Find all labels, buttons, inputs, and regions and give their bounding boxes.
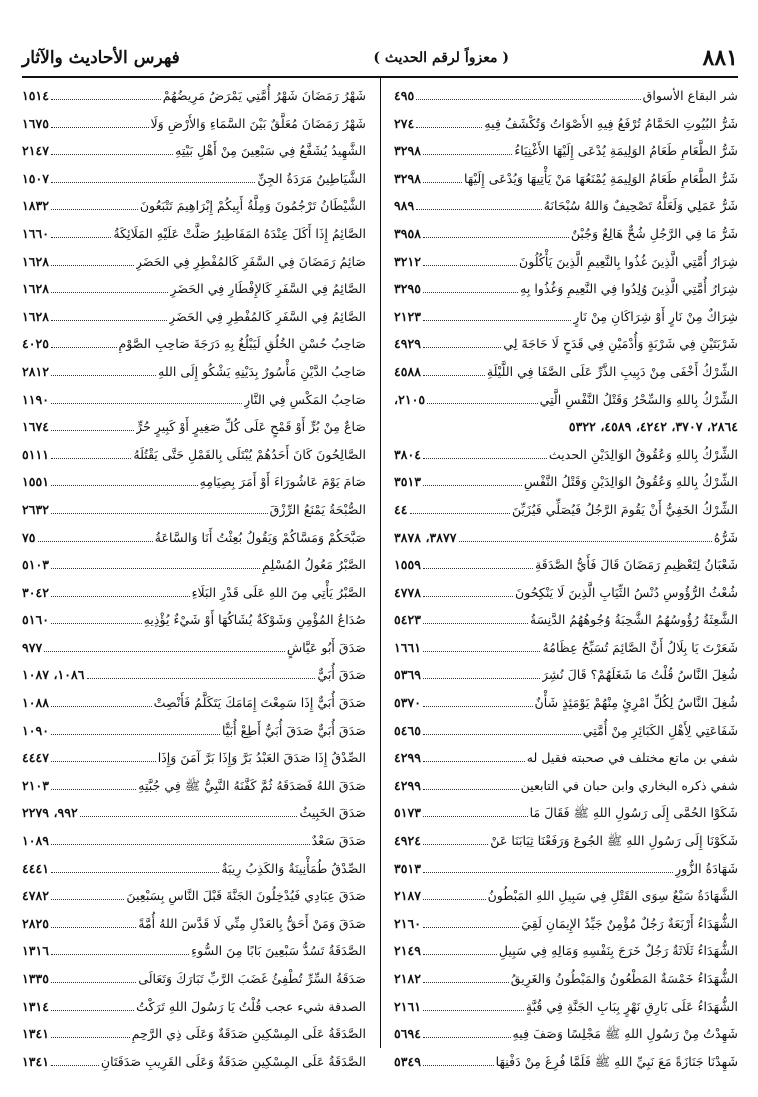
- index-entry: [394, 358, 738, 386]
- dot-leader: [51, 303, 167, 321]
- entry-text: صَاحِبُ المَكْسِ فِي النَّارِ: [244, 391, 366, 407]
- entry-text: صَبَّحَكُمْ وَمَسَّاكُمْ وَيَقُولُ بُعِثْتُ أَنَا وَالسَّاعَةُ: [154, 529, 366, 545]
- entry-hadith-number: ٥٣٦٩: [394, 667, 422, 683]
- dot-leader: [51, 606, 142, 624]
- entry-text: شُعْثُ الرُّؤُوسِ دُنْسُ الثِّيَابِ الَّذِينَ لَا يَنْكِحُونَ: [515, 584, 738, 600]
- entry-hadith-number: ١٣٤١: [22, 1053, 50, 1069]
- index-entry: [394, 110, 738, 138]
- entry-hadith-number: ٧٥: [22, 529, 36, 545]
- entry-hadith-number: ٥٣٤٩: [394, 1053, 422, 1069]
- index-entry: [394, 413, 738, 441]
- entry-text: الصَّبْرُ مَعُولُ المُسْلِمِ: [262, 557, 366, 573]
- dot-leader: [51, 910, 136, 928]
- entry-text: الشَّهَادَةُ سَبْعٌ سِوَى القَتْلِ فِي سَبِيلِ اللهِ المَبْطُونُ: [487, 888, 738, 904]
- dot-leader: [423, 661, 540, 679]
- entry-text: الصُّبْحَةُ يَمْنَعُ الرِّزْقَ: [269, 501, 366, 517]
- entry-text: صُدَاعُ المُؤْمِنِ وَشَوْكَةٌ يُشَاكُهَا أَوْ شَيْءٌ يُؤْذِيهِ: [143, 612, 366, 628]
- index-entry: [22, 937, 366, 965]
- entry-text: شَرْبَتَيْنِ فِي شَرْبَةٍ وَأُدْمَيْنِ فِي قَدَحٍ لَا حَاجَةَ لِي: [503, 336, 738, 352]
- entry-text: صَدَقَ سَعْدٌ: [311, 833, 366, 849]
- entry-hadith-number: ١٦٢٨: [22, 253, 50, 269]
- entry-hadith-number: ١٦٧٤: [22, 419, 50, 435]
- entry-text: الشُّهَدَاءُ أَرْبَعَةٌ رَجُلٌ مُؤْمِنٌ جَيِّدُ الإِيمَانِ لَقِيَ: [521, 915, 738, 931]
- entry-hadith-number: ٣٠٤٢: [22, 584, 50, 600]
- entry-text: الشِّرْكُ بِاللهِ وَعُقُوقُ الوَالِدَيْنِ وَقَتْلُ النَّفْسِ: [523, 474, 738, 490]
- entry-hadith-number: ٣٢١٢: [394, 253, 422, 269]
- dot-leader: [423, 137, 512, 155]
- index-entry: [22, 192, 366, 220]
- index-entry: [394, 137, 738, 165]
- entry-hadith-number: ٢٦٣٢: [22, 501, 50, 517]
- entry-text: الصَّائِمُ فِي السَّفَرِ كَالمُفْطِرِ فِي الحَضَرِ: [169, 308, 366, 324]
- entry-hadith-number: ٤٤٤١: [22, 860, 50, 876]
- entry-text: صَدَقَ أُبَيٌّ صَدَقَ أُبَيٌّ أَطِعْ أُبَيًّا: [221, 722, 366, 738]
- index-entry: [22, 358, 366, 386]
- index-entry: [22, 137, 366, 165]
- dot-leader: [51, 965, 136, 983]
- dot-leader: [51, 827, 310, 845]
- dot-leader: [423, 165, 462, 183]
- entry-text: شَكَوْنَا إِلَى رَسُولِ اللهِ ﷺ الجُوعَ وَرَفَعْنَا ثِيَابَنَا عَنْ: [490, 833, 738, 849]
- header-title: فهرس الأحاديث والآثار: [22, 48, 180, 68]
- dot-leader: [51, 192, 138, 210]
- dot-leader: [51, 248, 134, 266]
- entry-text: شَهِدْنَا جَنَازَةً مَعَ نَبِيِّ اللهِ ﷺ فَلَمَّا فُرِغَ مِنْ دَفْنِهَا: [495, 1053, 738, 1069]
- index-entry: [22, 634, 366, 662]
- dot-leader: [51, 413, 134, 431]
- entry-text: الشَّيْطَانُ تَرْجُمُونَ وَمِلَّةُ أَبِيكُمْ إِبْرَاهِيمَ تَتْبَعُونَ: [139, 198, 366, 214]
- entry-hadith-number: ٤٧٨٢: [22, 888, 50, 904]
- entry-hadith-number: ٩٨٩: [394, 198, 415, 214]
- entry-hadith-number: ٣٨٠٤: [394, 446, 422, 462]
- entry-text: شَكَوْا الحُمَّى إِلَى رَسُولِ اللهِ ﷺ فَقَالَ مَا: [529, 805, 738, 821]
- index-entry: [22, 772, 366, 800]
- index-entry: [22, 275, 366, 303]
- entry-hadith-number: ٢٨٦٤، ٣٧٠٧، ٤٢٤٢، ٤٥٨٩، ٥٣٢٢: [568, 419, 738, 435]
- entry-hadith-number: ٤٩٢٩: [394, 336, 422, 352]
- index-entry: [394, 275, 738, 303]
- index-entry: [394, 1048, 738, 1076]
- dot-leader: [423, 855, 673, 873]
- entry-hadith-number: ١٥٥١: [22, 474, 50, 490]
- dot-leader: [38, 524, 153, 542]
- entry-hadith-number: ١٣١٤: [22, 998, 50, 1014]
- index-entry: [394, 468, 738, 496]
- index-entry: [394, 330, 738, 358]
- dot-leader: [423, 634, 540, 652]
- entry-hadith-number: ٢١٨٢: [394, 971, 422, 986]
- entry-text: الصَّائِمُ فِي السَّفَرِ كَالإِفْطَارِ فِي الحَضَرِ: [170, 281, 366, 297]
- dot-leader: [416, 110, 482, 128]
- entry-hadith-number: ٣٥١٣: [394, 860, 422, 876]
- entry-text: شَرُّ عَمَلِي وَلَعَلَّهُ تَصْحِيفٌ وَاللهُ سُبْحَانَهُ: [543, 198, 738, 214]
- entry-hadith-number: ٣٢٩٥: [394, 281, 422, 297]
- entry-hadith-number: ٤٠٢٥: [22, 336, 50, 352]
- index-entry: [394, 192, 738, 220]
- index-entry: [394, 634, 738, 662]
- dot-leader: [416, 82, 640, 100]
- index-entry: [22, 910, 366, 938]
- dot-leader: [423, 744, 525, 762]
- entry-hadith-number: ٢١٠٣: [22, 777, 50, 793]
- index-entry: [394, 606, 738, 634]
- entry-text: شفي ذكره البخاري وابن حبان في التابعين: [520, 777, 738, 793]
- index-entry: [22, 441, 366, 469]
- entry-text: شِرَارُ أُمَّتِي الَّذِينَ وُلِدُوا فِي النَّعِيمِ وَغُذُوا بِهِ: [520, 281, 738, 297]
- dot-leader: [51, 110, 148, 128]
- index-entry: [394, 937, 738, 965]
- dot-leader: [423, 799, 528, 817]
- entry-text: الشُّهَدَاءُ خَمْسَةٌ المَطْعُونُ وَالمَبْطُونُ وَالغَرِيقُ: [510, 971, 738, 986]
- dot-leader: [51, 220, 111, 238]
- index-entry: [22, 993, 366, 1021]
- index-entry: [394, 441, 738, 469]
- entry-hadith-number: ١٦٦٠: [22, 225, 50, 241]
- entry-hadith-number: ١٥٥٩: [394, 557, 422, 573]
- entry-text: شَرُّ الطَّعَامِ طَعَامُ الوَلِيمَةِ يُدْعَى إِلَيْهَا الأَغْنِيَاءُ: [514, 143, 738, 159]
- dot-leader: [423, 993, 524, 1011]
- entry-text: شُغِلَ النَّاسُ لِكُلِّ امْرِئٍ مِنْهُمْ يَوْمَئِذٍ شَأْنٌ: [534, 695, 738, 711]
- entry-hadith-number: ١٣١٦: [22, 943, 50, 959]
- entry-text: صَاعٌ مِنْ بُرٍّ أَوْ قَمْحٍ عَلَى كُلِّ صَغِيرٍ أَوْ كَبِيرٍ حُرٍّ: [136, 419, 366, 435]
- index-entry: [22, 882, 366, 910]
- index-entry: [394, 551, 738, 579]
- entry-hadith-number: ٤٤٤٧: [22, 750, 50, 766]
- entry-text: الصِّدْقُ طُمَأْنِينَةٌ وَالكَذِبُ رِيبَةٌ: [221, 860, 366, 876]
- dot-leader: [423, 606, 528, 624]
- index-entry: [22, 165, 366, 193]
- entry-hadith-number: ٢١٨٧: [394, 888, 422, 904]
- entry-hadith-number: ٥١٧٣: [394, 805, 422, 821]
- entry-hadith-number: ٢٨١٢: [22, 363, 50, 379]
- dot-leader: [423, 827, 488, 845]
- dot-leader: [80, 799, 298, 817]
- index-entry: [22, 661, 366, 689]
- dot-leader: [459, 524, 712, 542]
- entry-text: شَرُّ مَا فِي الرَّجُلِ شُحٌّ هَالِعٌ وَجُبْنٌ: [570, 225, 738, 241]
- index-entry: [22, 524, 366, 552]
- index-entry: [394, 772, 738, 800]
- entry-hadith-number: ١٣٣٥: [22, 971, 50, 986]
- dot-leader: [423, 965, 509, 983]
- entry-text: شِرَاكٌ مِنْ نَارٍ أَوْ شِرَاكَانِ مِنْ نَارٍ: [573, 308, 738, 324]
- entry-hadith-number: ٥١١١: [22, 446, 50, 462]
- index-entry: [22, 496, 366, 524]
- index-entry: [394, 165, 738, 193]
- dot-leader: [51, 1048, 99, 1066]
- entry-text: الشِّرْكُ بِاللهِ وَعُقُوقُ الوَالِدَيْنِ الحديث: [548, 446, 738, 462]
- entry-hadith-number: ٤٩٢٤: [394, 833, 422, 849]
- dot-leader: [423, 937, 497, 955]
- dot-leader: [423, 772, 519, 790]
- dot-leader: [423, 441, 547, 459]
- entry-hadith-number: ٤٢٩٩: [394, 750, 422, 766]
- index-entry: [394, 965, 738, 993]
- page-header: [22, 40, 738, 78]
- entry-hadith-number: ٢١٤٧: [22, 143, 50, 159]
- dot-leader: [51, 137, 173, 155]
- entry-hadith-number: ٤٩٥: [394, 88, 415, 103]
- entry-hadith-number: ١٦٢٨: [22, 281, 50, 297]
- index-entry: [394, 496, 738, 524]
- entry-text: شُغِلَ النَّاسُ قُلْتُ مَا شَغَلَهُمْ؟ قَالَ نُشِرَ: [541, 667, 738, 683]
- dot-leader: [51, 358, 156, 376]
- index-entry: [394, 993, 738, 1021]
- entry-text: شَهَادَةُ الزُّورِ: [675, 860, 738, 876]
- entry-hadith-number: ١٦٧٥: [22, 115, 50, 131]
- entry-hadith-number: ١٦٦١: [394, 639, 422, 655]
- column-divider: [380, 78, 381, 1048]
- dot-leader: [51, 855, 219, 873]
- dot-leader: [44, 634, 285, 652]
- index-entry: [394, 744, 738, 772]
- dot-leader: [423, 551, 533, 569]
- index-entry: [22, 606, 366, 634]
- entry-text: صَدَقَ عِبَادِي فَيُدْخِلُونَ الجَنَّةَ قَبْلَ النَّاسِ بِسَبْعِينَ: [126, 888, 366, 904]
- entry-text: الشُّهَدَاءُ عَلَى بَارِقِ نَهْرٍ بِبَابِ الجَنَّةِ فِي قُبَّةٍ: [525, 998, 738, 1014]
- index-page: [22, 40, 738, 1069]
- dot-leader: [51, 551, 260, 569]
- index-entry: [22, 110, 366, 138]
- dot-leader: [423, 303, 571, 321]
- index-entry: [394, 661, 738, 689]
- index-entry: [22, 579, 366, 607]
- index-entry: [22, 965, 366, 993]
- index-entry: [394, 386, 738, 414]
- index-entry: [394, 689, 738, 717]
- dot-leader: [423, 468, 522, 486]
- entry-hadith-number: ٥٤٦٥: [394, 722, 422, 738]
- index-entry: [22, 744, 366, 772]
- entry-text: صَدَقَ الخَبِيثُ: [299, 805, 366, 821]
- entry-hadith-number: ٥٤٢٣: [394, 612, 422, 628]
- entry-text: صَدَقَ أُبَيٌّ إِذَا سَمِعْتَ إِمَامَكَ يَتَكَلَّمُ فَأَنْصِتْ: [153, 695, 366, 711]
- dot-leader: [423, 220, 569, 238]
- entry-text: الشِّرْكُ الخَفِيُّ أَنْ يَقُومَ الرَّجُلُ فَيُصَلِّي فَيُزَيِّنَ: [511, 501, 738, 517]
- entry-text: صَائِمُ رَمَضَانَ فِي السَّفَرِ كَالمُفْطِرِ فِي الحَضَرِ: [135, 253, 366, 269]
- entry-text: الشِّرْكُ بِاللهِ وَالسِّحْرُ وَقَتْلُ النَّفْسِ الَّتِي: [539, 391, 738, 407]
- dot-leader: [423, 330, 501, 348]
- entry-hadith-number: ٢١٦١: [394, 998, 422, 1014]
- index-entry: [22, 717, 366, 745]
- index-entry: [22, 1020, 366, 1048]
- entry-text: شَهْرُ رَمَضَانَ شَهْرُ أُمَّتِي يَمْرَضُ مَرِيضُهُمْ: [162, 88, 366, 103]
- index-entry: [394, 855, 738, 883]
- dot-leader: [51, 165, 255, 183]
- entry-text: صَامَ يَوْمَ عَاشُورَاءَ أَوْ أَمَرَ بِصِيَامِهِ: [199, 474, 366, 490]
- index-entry: [22, 799, 366, 827]
- index-entry: [394, 717, 738, 745]
- entry-text: الصَّالِحُونَ كَانَ أَحَدُهُمْ يُبْتَلَى بِالقَمْلِ حَتَّى يَقْتُلَهُ: [133, 446, 366, 462]
- index-entry: [394, 799, 738, 827]
- dot-leader: [51, 330, 116, 348]
- entry-text: الصَّبْرُ يَأْتِي مِنَ اللهِ عَلَى قَدْرِ البَلَاءِ: [191, 584, 366, 600]
- entry-hadith-number: ٢٨٢٥: [22, 915, 50, 931]
- dot-leader: [423, 717, 581, 735]
- entry-text: شِرَارُ أُمَّتِي الَّذِينَ غُذُوا بِالنَّعِيمِ الَّذِينَ يَأْكُلُونَ: [519, 253, 738, 269]
- dot-leader: [51, 937, 189, 955]
- index-entry: [394, 220, 738, 248]
- index-entry: [22, 689, 366, 717]
- entry-text: الصدقة شيء عجب قُلْتُ يَا رَسُولَ اللهِ تَرَكْتُ: [136, 998, 366, 1014]
- dot-leader: [423, 1020, 510, 1038]
- entry-hadith-number: ٣٢٩٨: [394, 143, 422, 159]
- index-entry: [22, 303, 366, 331]
- index-entry: [22, 413, 366, 441]
- entry-hadith-number: ١٣٤١: [22, 1026, 50, 1042]
- index-entry: [22, 248, 366, 276]
- entry-hadith-number: ٣٢٩٨: [394, 170, 422, 186]
- entry-text: الصَّدَقَةُ عَلَى المِسْكِينِ صَدَقَةٌ وَعَلَى القَرِيبِ صَدَقَتَانِ: [100, 1053, 366, 1069]
- index-entry: [22, 1048, 366, 1076]
- dot-leader: [410, 496, 510, 514]
- entry-text: الشَّيَاطِينُ مَرَدَةُ الجِنِّ: [257, 170, 366, 186]
- dot-leader: [51, 441, 131, 459]
- dot-leader: [423, 275, 518, 293]
- entry-hadith-number: ١١٩٠: [22, 391, 50, 407]
- page-number: ٨٨١: [702, 45, 738, 71]
- entry-hadith-number: ٢١٢٣: [394, 308, 422, 324]
- entry-hadith-number: ١٠٩٠: [22, 722, 50, 738]
- index-entry: [394, 910, 738, 938]
- entry-hadith-number: ١٥١٤: [22, 88, 50, 103]
- index-entry: [22, 827, 366, 855]
- dot-leader: [427, 386, 537, 404]
- dot-leader: [51, 275, 168, 293]
- index-entry: [394, 82, 738, 110]
- entry-text: شفي بن ماتع مختلف في صحبته فقيل له: [526, 750, 738, 766]
- dot-leader: [423, 358, 485, 376]
- dot-leader: [51, 386, 242, 404]
- index-entry: [394, 524, 738, 552]
- entry-text: شَعَرْتَ يَا بِلَالُ أَنَّ الصَّائِمَ تُسَبِّحُ عِظَامُهُ: [542, 639, 738, 655]
- dot-leader: [423, 882, 486, 900]
- index-entry: [394, 827, 738, 855]
- left-column: [22, 82, 366, 1075]
- entry-hadith-number: ٤٥٨٨: [394, 363, 422, 379]
- entry-hadith-number: ١٥٠٧: [22, 170, 50, 186]
- entry-text: صَدَقَ أُبَيٌّ: [317, 667, 366, 683]
- index-entry: [22, 220, 366, 248]
- entry-hadith-number: ١٠٨٨: [22, 695, 50, 711]
- entry-text: صَدَقَ اللهُ فَصَدَقَهُ ثُمَّ كَفَّنَهُ النَّبِيُّ ﷺ فِي جُبَّتِهِ: [138, 777, 366, 793]
- dot-leader: [51, 579, 190, 597]
- entry-text: شَعْبَانُ لِتَعْظِيمِ رَمَضَانَ قَالَ فَأَيُّ الصَّدَقَةِ: [535, 557, 738, 573]
- entry-hadith-number: ٩٧٧: [22, 639, 43, 655]
- index-entry: [22, 468, 366, 496]
- entry-hadith-number: ٣٥١٣: [394, 474, 422, 490]
- dot-leader: [423, 1048, 494, 1066]
- entry-text: صَاحِبُ الدَّيْنِ مَأْسُورٌ بِدَيْنِهِ يَشْكُو إِلَى اللهِ: [158, 363, 366, 379]
- dot-leader: [51, 882, 124, 900]
- entry-hadith-number: ٥١٦٠: [22, 612, 50, 628]
- dot-leader: [423, 579, 513, 597]
- index-entry: [22, 855, 366, 883]
- dot-leader: [87, 661, 316, 679]
- entry-text: الصَّائِمُ إِذَا أَكَلَ عِنْدَهُ المَفَاطِيرُ صَلَّتْ عَلَيْهِ المَلَائِكَةُ: [113, 225, 366, 241]
- entry-hadith-number: ٤٤: [394, 501, 408, 517]
- dot-leader: [423, 689, 532, 707]
- entry-hadith-number: ١٦٢٨: [22, 308, 50, 324]
- entry-hadith-number: ٣٩٥٨: [394, 225, 422, 241]
- entry-hadith-number: ١٠٨٦، ١٠٨٧: [22, 667, 85, 683]
- entry-hadith-number: ٢١٦٠: [394, 915, 422, 931]
- entry-text: الصَّدَقَةُ تَسُدُّ سَبْعِينَ بَابًا مِنَ السُّوءِ: [191, 943, 366, 959]
- entry-text: الشَّهِيدُ يُشَفَّعُ فِي سَبْعِينَ مِنْ أَهْلِ بَيْتِهِ: [175, 143, 366, 159]
- entry-text: شر البقاع الأسواق: [642, 88, 738, 103]
- index-entry: [394, 882, 738, 910]
- entry-text: شَرُّ الطَّعَامِ طَعَامُ الوَلِيمَةِ يُمْنَعُهَا مَنْ يَأْتِيهَا وَيُدْعَى إِلَيْهَا: [463, 170, 738, 186]
- dot-leader: [51, 744, 156, 762]
- entry-hadith-number: ٤٢٩٩: [394, 777, 422, 793]
- entry-hadith-number: ٥١٠٣: [22, 557, 50, 573]
- index-entry: [22, 330, 366, 358]
- entry-hadith-number: ٥٣٧٠: [394, 695, 422, 711]
- entry-hadith-number: ٢١٠٥،: [394, 391, 426, 407]
- entry-text: شَرُّهُ: [713, 529, 738, 545]
- dot-leader: [51, 496, 268, 514]
- dot-leader: [51, 689, 152, 707]
- dot-leader: [51, 1020, 130, 1038]
- index-entry: [394, 248, 738, 276]
- entry-hadith-number: ٩٩٢، ٢٢٧٩: [22, 805, 78, 821]
- entry-text: صَدَقَ أَبُو عَيَّاشٍ: [286, 639, 366, 655]
- dot-leader: [416, 192, 542, 210]
- dot-leader: [51, 772, 136, 790]
- entry-text: الشِّرْكُ أَخْفَى مِنْ دَبِيبِ الذَّرِّ عَلَى الصَّفَا فِي اللَّيْلَةِ: [486, 363, 738, 379]
- entry-text: شَهْرُ رَمَضَانَ مُعَلَّقٌ بَيْنَ السَّمَاءِ وَالأَرْضِ وَلَا: [150, 115, 366, 131]
- entry-text: صَاحِبُ حُسْنِ الخُلُقِ لَيَبْلُغُ بِهِ دَرَجَةَ صَاحِبِ الصَّوْمِ: [118, 336, 366, 352]
- index-entry: [22, 386, 366, 414]
- entry-hadith-number: ١٨٣٢: [22, 198, 50, 214]
- entry-text: شَفَاعَتِي لِأَهْلِ الكَبَائِرِ مِنْ أُمَّتِي: [582, 722, 738, 738]
- index-entry: [394, 303, 738, 331]
- dot-leader: [51, 993, 134, 1011]
- entry-hadith-number: ٤٧٧٨: [394, 584, 422, 600]
- dot-leader: [423, 248, 517, 266]
- index-entry: [394, 579, 738, 607]
- index-entry: [22, 551, 366, 579]
- entry-text: شَرُّ البُيُوتِ الحَمَّامُ تُرْفَعُ فِيهِ الأَصْوَاتُ وَتُكْشَفُ فِيهِ: [484, 115, 738, 131]
- header-subtitle: ( معزواً لرقم الحديث ): [373, 50, 509, 66]
- entry-text: الصَّدَقَةُ عَلَى المِسْكِينِ صَدَقَةٌ وَعَلَى ذِي الرَّحِمِ: [131, 1026, 366, 1042]
- dot-leader: [51, 82, 161, 100]
- entry-text: الشَّعِثَةُ رُؤُوسُهُمُ الشَّحِبَةُ وُجُوهُهُمُ الدَّنِسَةُ: [529, 612, 738, 628]
- entry-text: الشُّهَدَاءُ ثَلَاثَةٌ رَجُلٌ خَرَجَ بِنَفْسِهِ وَمَالِهِ فِي سَبِيلِ: [498, 943, 738, 959]
- index-entry: [394, 1020, 738, 1048]
- entry-hadith-number: ٥٦٩٤: [394, 1026, 422, 1042]
- dot-leader: [423, 910, 519, 928]
- index-entry: [22, 82, 366, 110]
- dot-leader: [51, 468, 198, 486]
- dot-leader: [51, 717, 220, 735]
- entry-hadith-number: ٢٧٤: [394, 115, 415, 131]
- entry-hadith-number: ٣٨٧٧، ٣٨٧٨: [394, 529, 457, 545]
- entry-hadith-number: ١٠٨٩: [22, 833, 50, 849]
- entry-hadith-number: ٢١٤٩: [394, 943, 422, 959]
- right-column: [394, 82, 738, 1075]
- entry-text: شَهِدْتُ مِنْ رَسُولِ اللهِ ﷺ مَجْلِسًا وَصَفَ فِيهِ: [512, 1026, 738, 1042]
- entry-text: صَدَقَةُ السِّرِّ تُطْفِئُ غَضَبَ الرَّبِّ تَبَارَكَ وَتَعَالَى: [138, 971, 366, 986]
- entry-text: صَدَقَ وَمَنْ أَحَقُّ بِالعَدْلِ مِنِّي لَا قَدَّسَ اللهُ أُمَّةً: [138, 915, 366, 931]
- entry-text: الصِّدْقُ إِذَا صَدَقَ العَبْدُ بَرَّ وَإِذَا بَرَّ آمَنَ وَإِذَا: [157, 750, 366, 766]
